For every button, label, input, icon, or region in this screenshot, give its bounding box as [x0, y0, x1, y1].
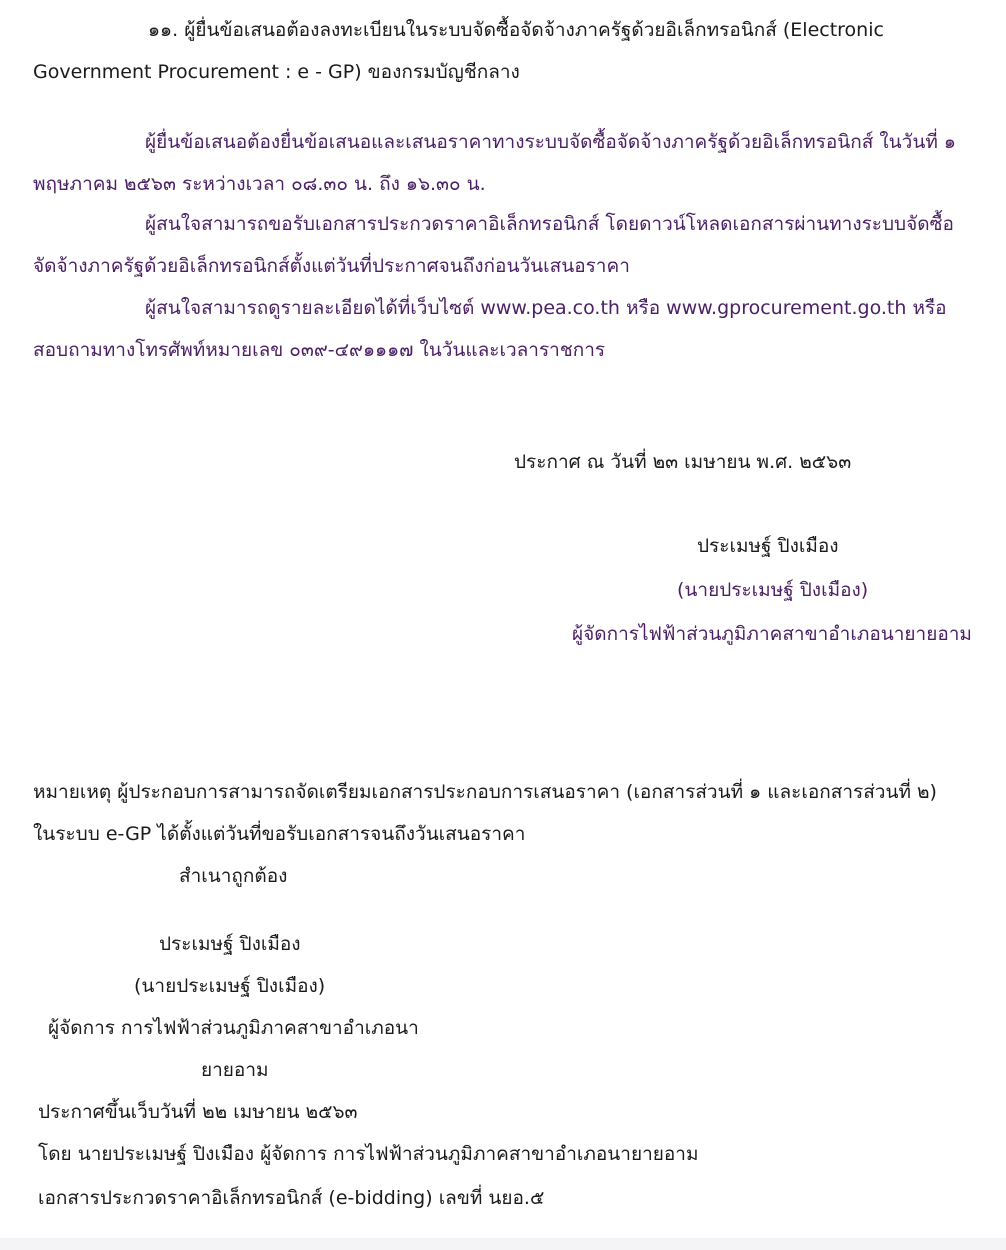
- certified-name: ประเมษฐ์ ปิงเมือง: [159, 933, 301, 955]
- previous-line-fragment: [0, 0, 1006, 6]
- certified-title-line-2: ยายอาม: [201, 1059, 269, 1081]
- download-line-2: จัดจ้างภาครัฐด้วยอิเล็กทรอนิกส์ตั้งแต่วันที่ประกาศจนถึงก่อนวันเสนอราคา: [33, 255, 630, 277]
- certified-full-name: (นายประเมษฐ์ ปิงเมือง): [134, 975, 326, 997]
- submission-line-1: ผู้ยื่นข้อเสนอต้องยื่นข้อเสนอและเสนอราคาทางระบบจัดซื้อจัดจ้างภาครัฐด้วยอิเล็กทรอนิกส์ ในวันที่ ๑: [145, 131, 956, 153]
- signatory-title: ผู้จัดการไฟฟ้าส่วนภูมิภาคสาขาอำเภอนายายอาม: [572, 623, 972, 645]
- certified-title-line-1: ผู้จัดการ การไฟฟ้าส่วนภูมิภาคสาขาอำเภอนา: [48, 1017, 419, 1039]
- signatory-name: ประเมษฐ์ ปิงเมือง: [697, 535, 839, 557]
- document-number: เอกสารประกวดราคาอิเล็กทรอนิกส์ (e-bidding) เลขที่ นยอ.๕: [38, 1187, 545, 1209]
- announcement-date: ประกาศ ณ วันที่ ๒๓ เมษายน พ.ศ. ๒๕๖๓: [514, 451, 852, 473]
- contact-line-2: สอบถามทางโทรศัพท์หมายเลข ๐๓๙-๔๙๑๑๑๗ ในวันและเวลาราชการ: [33, 339, 606, 361]
- web-posted-date: ประกาศขึ้นเว็บวันที่ ๒๒ เมษายน ๒๕๖๓: [38, 1101, 358, 1123]
- posted-by: โดย นายประเมษฐ์ ปิงเมือง ผู้จัดการ การไฟฟ้าส่วนภูมิภาคสาขาอำเภอนายายอาม: [38, 1143, 699, 1165]
- clause-11-line-2: Government Procurement : e - GP) ของกรมบัญชีกลาง: [33, 61, 520, 83]
- note-line-2: ในระบบ e-GP ได้ตั้งแต่วันที่ขอรับเอกสารจนถึงวันเสนอราคา: [33, 823, 526, 845]
- clause-11-line-1: ๑๑. ผู้ยื่นข้อเสนอต้องลงทะเบียนในระบบจัดซื้อจัดจ้างภาครัฐด้วยอิเล็กทรอนิกส์ (Electronic: [148, 19, 884, 41]
- submission-line-2: พฤษภาคม ๒๕๖๓ ระหว่างเวลา ๐๘.๓๐ น. ถึง ๑๖.๓๐ น.: [33, 173, 486, 195]
- certified-copy-label: สำเนาถูกต้อง: [179, 865, 288, 887]
- contact-line-1: ผู้สนใจสามารถดูรายละเอียดได้ที่เว็บไซต์ www.pea.co.th หรือ www.gprocurement.go.th หรือ: [145, 297, 947, 319]
- download-line-1: ผู้สนใจสามารถขอรับเอกสารประกวดราคาอิเล็กทรอนิกส์ โดยดาวน์โหลดเอกสารผ่านทางระบบจัดซื้อ: [145, 213, 954, 235]
- signatory-full-name: (นายประเมษฐ์ ปิงเมือง): [677, 579, 869, 601]
- page-bottom-edge: [0, 1238, 1006, 1250]
- note-line-1: หมายเหตุ ผู้ประกอบการสามารถจัดเตรียมเอกสารประกอบการเสนอราคา (เอกสารส่วนที่ ๑ และเอกสารส่วนที่ ๒): [33, 781, 937, 803]
